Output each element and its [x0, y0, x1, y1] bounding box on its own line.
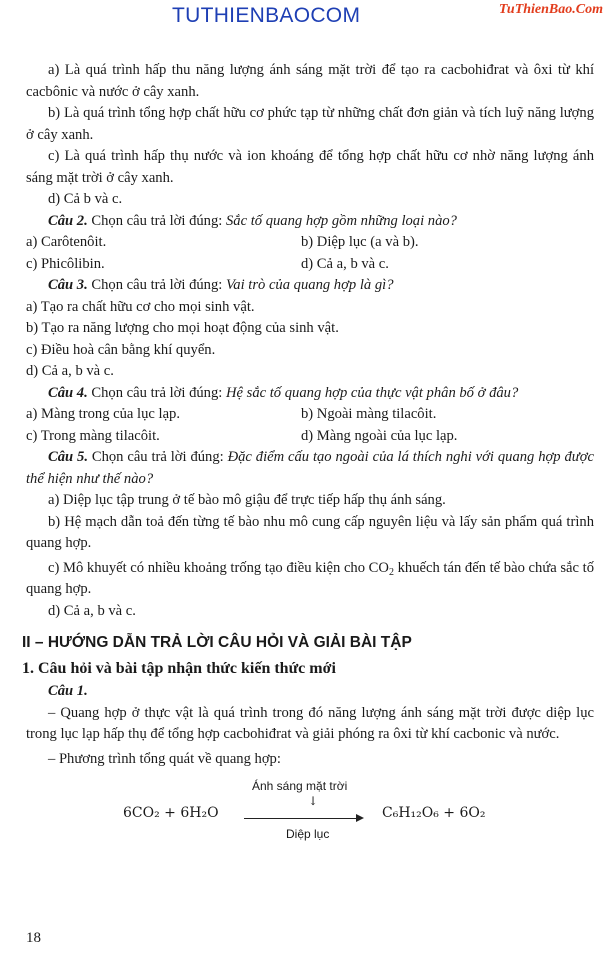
option: c) Phicôlibin. [26, 255, 105, 272]
answer-paragraph: – Quang hợp ở thực vật là quá trình trong đó năng lượng ánh sáng mặt trời được diệp lục trong lục lạp hấp thụ để tổng hợp cacbohiđrat và giải phóng ra ôxi từ khí cacbonic và nước. [26, 704, 594, 742]
question-lead: Chọn câu trả lời đúng: [87, 212, 226, 229]
equation-catalyst: Diệp lục [286, 827, 330, 841]
site-title: TUTHIENBAOCOM [172, 4, 361, 27]
option: b) Ngoài màng tilacôit. [301, 406, 437, 422]
question-label: Câu 4. [48, 384, 88, 401]
question-3 [26, 275, 594, 297]
q2-options-row-2 [26, 254, 594, 276]
option: b) Hệ mạch dẫn toả đến từng tế bào nhu mô cung cấp nguyên liệu và lấy sản phẩm quá trình quang hợp. [26, 513, 594, 551]
equation-condition: Ánh sáng mặt trời [252, 779, 348, 793]
question-text: Sắc tố quang hợp gồm những loại nào? [225, 212, 457, 229]
option: b) Tạo ra năng lượng cho mọi hoạt động của sinh vật. [26, 320, 339, 336]
q4-options-row-1 [26, 404, 594, 426]
question-text: Vai trò của quang hợp là gì? [225, 277, 394, 293]
q1-option-a: a) Là quá trình hấp thu năng lượng ánh sáng mặt trời để tạo ra cacbohiđrat và ôxi từ khí cacbônic và nước ở cây xanh. [26, 62, 594, 100]
page-number: 18 [26, 930, 41, 946]
option: a) Màng trong của lục lạp. [26, 406, 180, 422]
q2-options-row-1 [26, 232, 594, 254]
question-4 [26, 383, 594, 405]
question-label: Câu 2. [48, 212, 88, 229]
photosynthesis-equation [26, 776, 594, 846]
option [26, 558, 594, 601]
equation-intro: – Phương trình tổng quát về quang hợp: [48, 750, 281, 767]
arrow-head-icon [356, 814, 364, 822]
question-label: Câu 3. [48, 277, 88, 293]
question-lead: Chọn câu trả lời đúng: [87, 277, 226, 293]
question-text: Đặc điểm cấu tạo ngoài của lá thích nghi với quang hợp được thể hiện như thế nào? [26, 449, 594, 487]
option-text: khuếch tán đến tế bào chứa sắc tố quang hợp. [26, 559, 594, 597]
option: a) Tạo ra chất hữu cơ cho mọi sinh vật. [26, 298, 255, 315]
q1-option-d: d) Cả b và c. [48, 191, 123, 207]
option: c) Điều hoà cân bằng khí quyển. [26, 341, 216, 358]
q1-option-b: b) Là quá trình tổng hợp chất hữu cơ phức tạp từ những chất đơn giản và tích luỹ năng lượng ở cây xanh. [26, 105, 594, 143]
option: d) Cả a, b và c. [48, 602, 136, 619]
q4-options-row-2 [26, 426, 594, 448]
subsection-heading: 1. Câu hỏi và bài tập nhận thức kiến thức mới [22, 659, 336, 677]
question-lead: Chọn câu trả lời đúng: [87, 384, 226, 401]
down-arrow-icon: ↓ [308, 794, 319, 808]
q1-option-c: c) Là quá trình hấp thụ nước và ion khoáng để tổng hợp chất hữu cơ nhờ năng lượng ánh sáng mặt trời ở cây xanh. [26, 148, 594, 186]
option: a) Diệp lục tập trung ở tế bào mô giậu để trực tiếp hấp thụ ánh sáng. [48, 492, 446, 508]
section-heading: II – HƯỚNG DẪN TRẢ LỜI CÂU HỎI VÀ GIẢI BÀI TẬP [22, 634, 412, 651]
question-2 [26, 211, 594, 233]
option: d) Cả a, b và c. [301, 255, 389, 272]
equation-products: C₆H₁₂O₆ + 6O₂ [382, 805, 486, 821]
question-label: Câu 5. [48, 449, 88, 465]
option: c) Trong màng tilacôit. [26, 427, 160, 444]
page-body [22, 60, 594, 846]
option-text: c) Mô khuyết có nhiều khoảng trống tạo điều kiện cho CO [48, 559, 389, 576]
brand-watermark: TuThienBao.Com [498, 2, 603, 17]
answer-label: Câu 1. [48, 683, 88, 699]
option: d) Cả a, b và c. [26, 363, 114, 379]
question-text: Hệ sắc tố quang hợp của thực vật phân bố ở đâu? [225, 384, 519, 401]
option: a) Carôtenôit. [26, 234, 107, 250]
question-lead: Chọn câu trả lời đúng: [87, 449, 228, 465]
equation-reactants: 6CO₂ + 6H₂O [123, 805, 219, 821]
reaction-arrow-icon [244, 818, 362, 819]
subscript: 2 [388, 566, 394, 578]
option: b) Diệp lục (a và b). [301, 234, 419, 250]
option: d) Màng ngoài của lục lạp. [301, 427, 458, 444]
question-5 [26, 447, 594, 490]
